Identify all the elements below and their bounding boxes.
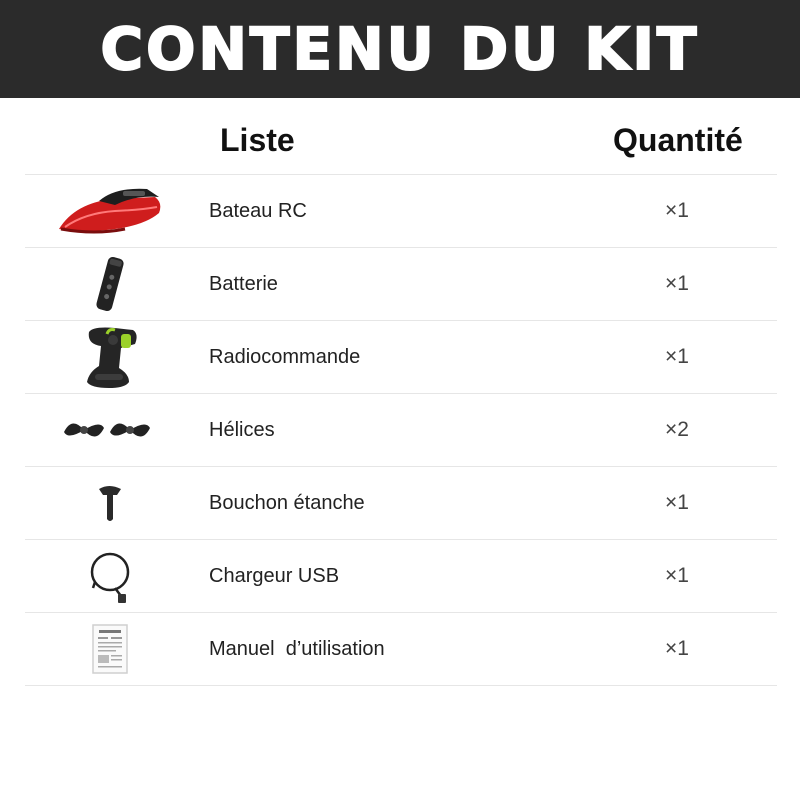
item-quantity: ×1: [665, 345, 689, 368]
table-row: [25, 393, 777, 466]
item-name: Manuel d’utilisation: [209, 637, 385, 660]
title-banner: [0, 0, 800, 98]
item-quantity: ×1: [665, 199, 689, 222]
table-row: [25, 174, 777, 247]
table-row: [25, 612, 777, 686]
waterproof-plug-icon: [35, 467, 185, 539]
table-header: [25, 110, 777, 174]
item-quantity: ×1: [665, 491, 689, 514]
usb-charger-icon: [35, 540, 185, 612]
item-quantity: ×2: [665, 418, 689, 441]
table-row: [25, 466, 777, 539]
manual-icon: [35, 613, 185, 685]
item-name: Radiocommande: [209, 345, 361, 368]
table-row: [25, 247, 777, 320]
battery-icon: [35, 248, 185, 320]
table-row: [25, 320, 777, 393]
item-name: Bouchon étanche: [209, 491, 365, 514]
column-header-list: Liste: [220, 122, 295, 158]
remote-control-icon: [35, 321, 185, 393]
item-quantity: ×1: [665, 564, 689, 587]
table-row: [25, 539, 777, 612]
item-name: Chargeur USB: [209, 564, 340, 587]
item-name: Hélices: [209, 418, 275, 441]
item-quantity: ×1: [665, 637, 689, 660]
propeller-icon: [35, 394, 185, 466]
column-header-quantity: Quantité: [613, 122, 743, 158]
item-name: Bateau RC: [209, 199, 307, 222]
item-quantity: ×1: [665, 272, 689, 295]
page-title: CONTENU DU KIT: [100, 15, 700, 83]
kit-contents-table: [25, 174, 777, 686]
rc-boat-icon: [35, 175, 185, 247]
item-name: Batterie: [209, 272, 278, 295]
